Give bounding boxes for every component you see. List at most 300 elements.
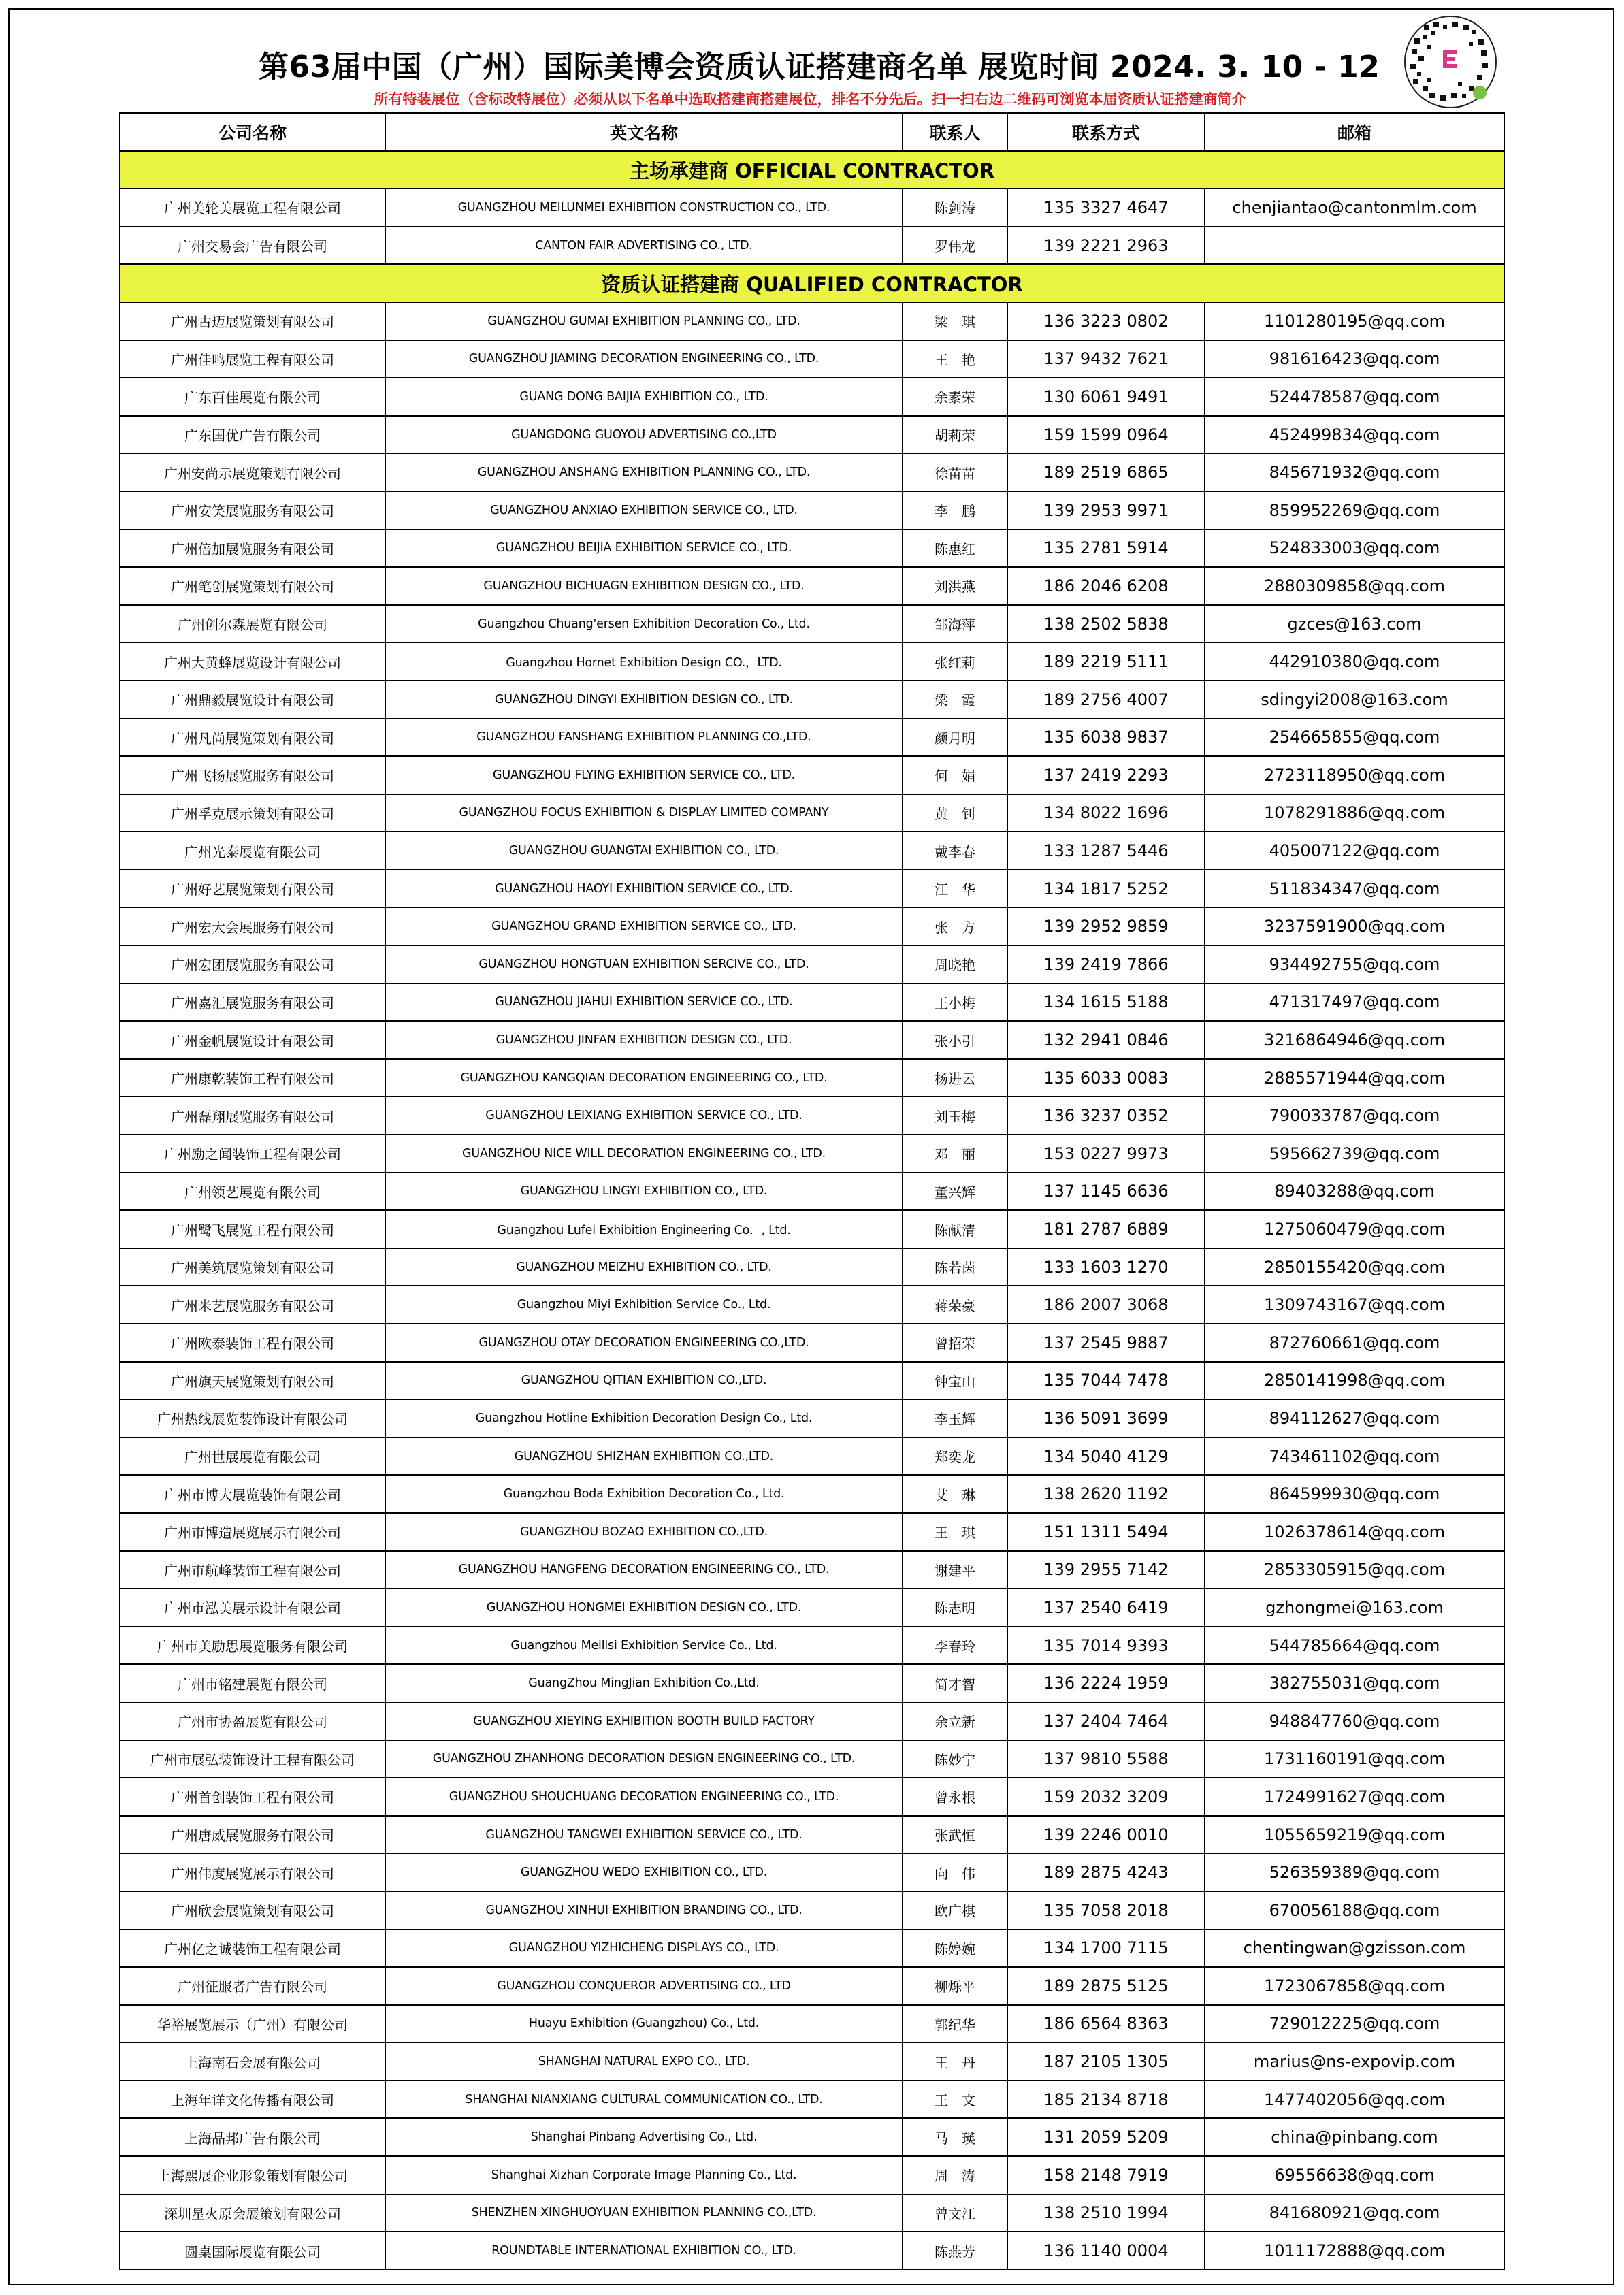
email-cell[interactable]: 2880309858@qq.com bbox=[1205, 567, 1504, 605]
contact-person-cell: 王 文 bbox=[903, 2081, 1007, 2119]
email-cell[interactable]: 1101280195@qq.com bbox=[1205, 302, 1504, 340]
email-cell[interactable]: 948847760@qq.com bbox=[1205, 1702, 1504, 1740]
email-cell[interactable]: 1723067858@qq.com bbox=[1205, 1967, 1504, 2005]
table-body bbox=[120, 151, 1504, 2270]
table-row bbox=[120, 340, 1504, 378]
company-cn-cell: 广州市协盈展览有限公司 bbox=[120, 1702, 385, 1740]
contact-person-cell: 杨进云 bbox=[903, 1059, 1007, 1097]
email-cell[interactable]: 845671932@qq.com bbox=[1205, 453, 1504, 491]
email-cell[interactable]: china@pinbang.com bbox=[1205, 2118, 1504, 2156]
contractor-table bbox=[119, 112, 1505, 2270]
company-en-cell: GUANGZHOU JIAHUI EXHIBITION SERVICE CO., LTD. bbox=[385, 983, 903, 1022]
contact-phone-cell: 139 2952 9859 bbox=[1007, 907, 1205, 945]
company-cn-cell: 广州市美励思展览服务有限公司 bbox=[120, 1627, 385, 1665]
contact-phone-cell: 137 9432 7621 bbox=[1007, 340, 1205, 378]
table-row bbox=[120, 2156, 1504, 2194]
company-cn-cell: 广州金帆展览设计有限公司 bbox=[120, 1021, 385, 1059]
email-cell[interactable]: 2723118950@qq.com bbox=[1205, 756, 1504, 794]
contact-phone-cell: 135 2781 5914 bbox=[1007, 530, 1205, 568]
company-en-cell: CANTON FAIR ADVERTISING CO., LTD. bbox=[385, 227, 903, 265]
company-cn-cell: 广州唐威展览服务有限公司 bbox=[120, 1816, 385, 1854]
table-row bbox=[120, 2194, 1504, 2232]
table-row bbox=[120, 416, 1504, 454]
contact-person-cell: 曾永根 bbox=[903, 1778, 1007, 1816]
company-cn-cell: 广州首创装饰工程有限公司 bbox=[120, 1778, 385, 1816]
company-en-cell: GUANGZHOU BEIJIA EXHIBITION SERVICE CO., LTD. bbox=[385, 530, 903, 568]
company-cn-cell: 广州嘉汇展览服务有限公司 bbox=[120, 983, 385, 1022]
email-cell[interactable]: 471317497@qq.com bbox=[1205, 983, 1504, 1022]
company-en-cell: GUANGZHOU YIZHICHENG DISPLAYS CO., LTD. bbox=[385, 1930, 903, 1968]
company-en-cell: GUANGZHOU HONGMEI EXHIBITION DESIGN CO., LTD. bbox=[385, 1589, 903, 1627]
company-cn-cell: 圆桌国际展览有限公司 bbox=[120, 2232, 385, 2270]
contact-person-cell: 陈献清 bbox=[903, 1210, 1007, 1248]
company-en-cell: ROUNDTABLE INTERNATIONAL EXHIBITION CO., LTD. bbox=[385, 2232, 903, 2270]
company-en-cell: GUANGZHOU XIEYING EXHIBITION BOOTH BUILD FACTORY bbox=[385, 1702, 903, 1740]
company-cn-cell: 华裕展览展示（广州）有限公司 bbox=[120, 2005, 385, 2043]
email-cell[interactable]: 743461102@qq.com bbox=[1205, 1437, 1504, 1476]
table-row bbox=[120, 491, 1504, 530]
email-cell[interactable]: 729012225@qq.com bbox=[1205, 2005, 1504, 2043]
email-cell[interactable]: 595662739@qq.com bbox=[1205, 1135, 1504, 1173]
contact-person-cell: 欧广棋 bbox=[903, 1891, 1007, 1930]
email-cell[interactable]: gzhongmei@163.com bbox=[1205, 1589, 1504, 1627]
contact-phone-cell: 139 2221 2963 bbox=[1007, 227, 1205, 265]
contact-phone-cell: 137 2540 6419 bbox=[1007, 1589, 1205, 1627]
company-en-cell: GUANGZHOU LINGYI EXHIBITION CO., LTD. bbox=[385, 1173, 903, 1211]
contact-person-cell: 李玉辉 bbox=[903, 1399, 1007, 1437]
table-row bbox=[120, 1021, 1504, 1059]
contact-person-cell: 李春玲 bbox=[903, 1627, 1007, 1665]
company-en-cell: GUANGZHOU MEIZHU EXHIBITION CO., LTD. bbox=[385, 1248, 903, 1286]
company-cn-cell: 广州旗天展览策划有限公司 bbox=[120, 1362, 385, 1400]
contact-phone-cell: 134 5040 4129 bbox=[1007, 1437, 1205, 1476]
table-row bbox=[120, 1967, 1504, 2005]
email-cell[interactable]: 524478587@qq.com bbox=[1205, 378, 1504, 416]
company-cn-cell: 广州市博大展览装饰有限公司 bbox=[120, 1475, 385, 1513]
contact-phone-cell: 151 1311 5494 bbox=[1007, 1513, 1205, 1551]
contact-person-cell: 陈燕芳 bbox=[903, 2232, 1007, 2270]
table-row bbox=[120, 2232, 1504, 2270]
contact-phone-cell: 139 2953 9971 bbox=[1007, 491, 1205, 530]
company-en-cell: GUANGZHOU TANGWEI EXHIBITION SERVICE CO., LTD. bbox=[385, 1816, 903, 1854]
company-en-cell: GUANGZHOU ANXIAO EXHIBITION SERVICE CO., LTD. bbox=[385, 491, 903, 530]
company-en-cell: Guangzhou Chuang'ersen Exhibition Decoration Co., Ltd. bbox=[385, 605, 903, 643]
table-row bbox=[120, 2042, 1504, 2081]
email-cell[interactable]: 452499834@qq.com bbox=[1205, 416, 1504, 454]
contact-phone-cell: 189 2875 4243 bbox=[1007, 1853, 1205, 1891]
header-company-cn: 公司名称 bbox=[120, 113, 385, 151]
contact-person-cell: 陈志明 bbox=[903, 1589, 1007, 1627]
contact-person-cell: 周 涛 bbox=[903, 2156, 1007, 2194]
email-cell[interactable]: marius@ns-expovip.com bbox=[1205, 2042, 1504, 2081]
company-cn-cell: 广州磊翔展览服务有限公司 bbox=[120, 1096, 385, 1135]
email-cell[interactable]: 859952269@qq.com bbox=[1205, 491, 1504, 530]
table-row bbox=[120, 1930, 1504, 1968]
company-cn-cell: 广州安尚示展览策划有限公司 bbox=[120, 453, 385, 491]
contact-person-cell: 黄 钊 bbox=[903, 794, 1007, 832]
table-row bbox=[120, 1816, 1504, 1854]
company-cn-cell: 广州市博造展览展示有限公司 bbox=[120, 1513, 385, 1551]
contact-phone-cell: 139 2246 0010 bbox=[1007, 1816, 1205, 1854]
email-cell[interactable]: 526359389@qq.com bbox=[1205, 1853, 1504, 1891]
email-cell[interactable]: 670056188@qq.com bbox=[1205, 1891, 1504, 1930]
contact-person-cell: 颜月明 bbox=[903, 719, 1007, 757]
header-company-en: 英文名称 bbox=[385, 113, 903, 151]
company-en-cell: GUANGZHOU JINFAN EXHIBITION DESIGN CO., LTD. bbox=[385, 1021, 903, 1059]
contact-phone-cell: 181 2787 6889 bbox=[1007, 1210, 1205, 1248]
email-cell[interactable]: 382755031@qq.com bbox=[1205, 1664, 1504, 1702]
contact-person-cell: 梁 琪 bbox=[903, 302, 1007, 340]
contact-person-cell: 刘洪燕 bbox=[903, 567, 1007, 605]
email-cell[interactable]: 981616423@qq.com bbox=[1205, 340, 1504, 378]
header-row bbox=[120, 113, 1504, 151]
contact-person-cell: 王 艳 bbox=[903, 340, 1007, 378]
contact-person-cell: 刘玉梅 bbox=[903, 1096, 1007, 1135]
table-row bbox=[120, 2081, 1504, 2119]
email-cell[interactable]: chenjiantao@cantonmlm.com bbox=[1205, 189, 1504, 227]
contact-phone-cell: 186 6564 8363 bbox=[1007, 2005, 1205, 2043]
email-cell[interactable]: 1724991627@qq.com bbox=[1205, 1778, 1504, 1816]
company-en-cell: GUANGZHOU MEILUNMEI EXHIBITION CONSTRUCTION CO., LTD. bbox=[385, 189, 903, 227]
email-cell[interactable]: 790033787@qq.com bbox=[1205, 1096, 1504, 1135]
company-en-cell: Guangzhou Boda Exhibition Decoration Co., Ltd. bbox=[385, 1475, 903, 1513]
contact-person-cell: 徐苗苗 bbox=[903, 453, 1007, 491]
company-en-cell: GUANGZHOU OTAY DECORATION ENGINEERING CO.,LTD. bbox=[385, 1324, 903, 1362]
email-cell[interactable]: sdingyi2008@163.com bbox=[1205, 681, 1504, 719]
company-cn-cell: 广州凡尚展览策划有限公司 bbox=[120, 719, 385, 757]
contact-person-cell: 江 华 bbox=[903, 870, 1007, 908]
company-cn-cell: 上海品邦广告有限公司 bbox=[120, 2118, 385, 2156]
company-cn-cell: 广州市展弘装饰设计工程有限公司 bbox=[120, 1740, 385, 1778]
contact-phone-cell: 139 2419 7866 bbox=[1007, 945, 1205, 983]
contact-phone-cell: 131 2059 5209 bbox=[1007, 2118, 1205, 2156]
company-cn-cell: 广州美轮美展览工程有限公司 bbox=[120, 189, 385, 227]
company-cn-cell: 广州交易会广告有限公司 bbox=[120, 227, 385, 265]
table-row bbox=[120, 1891, 1504, 1930]
email-cell[interactable]: 254665855@qq.com bbox=[1205, 719, 1504, 757]
email-cell[interactable]: gzces@163.com bbox=[1205, 605, 1504, 643]
table-row bbox=[120, 719, 1504, 757]
company-cn-cell: 广州好艺展览策划有限公司 bbox=[120, 870, 385, 908]
company-cn-cell: 广州热线展览装饰设计有限公司 bbox=[120, 1399, 385, 1437]
contact-phone-cell: 139 2955 7142 bbox=[1007, 1551, 1205, 1589]
company-cn-cell: 广东百佳展览有限公司 bbox=[120, 378, 385, 416]
company-en-cell: GUANGZHOU DINGYI EXHIBITION DESIGN CO., LTD. bbox=[385, 681, 903, 719]
table-row bbox=[120, 1740, 1504, 1778]
email-cell[interactable] bbox=[1205, 227, 1504, 265]
table-row bbox=[120, 1324, 1504, 1362]
table-row bbox=[120, 983, 1504, 1022]
company-cn-cell: 广州笔创展览策划有限公司 bbox=[120, 567, 385, 605]
table-row bbox=[120, 1135, 1504, 1173]
contact-person-cell: 简才智 bbox=[903, 1664, 1007, 1702]
contact-person-cell: 曾文江 bbox=[903, 2194, 1007, 2232]
email-cell[interactable]: 1078291886@qq.com bbox=[1205, 794, 1504, 832]
company-en-cell: GUANGZHOU NICE WILL DECORATION ENGINEERING CO., LTD. bbox=[385, 1135, 903, 1173]
email-cell[interactable]: 872760661@qq.com bbox=[1205, 1324, 1504, 1362]
contact-phone-cell: 138 2510 1994 bbox=[1007, 2194, 1205, 2232]
contact-phone-cell: 153 0227 9973 bbox=[1007, 1135, 1205, 1173]
company-en-cell: GUANGZHOU JIAMING DECORATION ENGINEERING CO., LTD. bbox=[385, 340, 903, 378]
email-cell[interactable]: 405007122@qq.com bbox=[1205, 832, 1504, 870]
company-en-cell: GUANGZHOU SHOUCHUANG DECORATION ENGINEERING CO., LTD. bbox=[385, 1778, 903, 1816]
contact-phone-cell: 187 2105 1305 bbox=[1007, 2042, 1205, 2081]
contact-person-cell: 柳烁平 bbox=[903, 1967, 1007, 2005]
table-row bbox=[120, 1173, 1504, 1211]
contact-person-cell: 罗伟龙 bbox=[903, 227, 1007, 265]
contact-person-cell: 陈剑涛 bbox=[903, 189, 1007, 227]
contact-phone-cell: 137 2545 9887 bbox=[1007, 1324, 1205, 1362]
contact-phone-cell: 133 1287 5446 bbox=[1007, 832, 1205, 870]
email-cell[interactable]: 934492755@qq.com bbox=[1205, 945, 1504, 983]
company-en-cell: Guangzhou Miyi Exhibition Service Co., Ltd. bbox=[385, 1286, 903, 1324]
section-title: 主场承建商 OFFICIAL CONTRACTOR bbox=[120, 151, 1504, 189]
company-en-cell: GUANGZHOU HAOYI EXHIBITION SERVICE CO., LTD. bbox=[385, 870, 903, 908]
table-row bbox=[120, 642, 1504, 681]
table-row bbox=[120, 1513, 1504, 1551]
company-en-cell: Shanghai Xizhan Corporate Image Planning Co., Ltd. bbox=[385, 2156, 903, 2194]
company-en-cell: GUANGZHOU SHIZHAN EXHIBITION CO.,LTD. bbox=[385, 1437, 903, 1476]
table-row bbox=[120, 1286, 1504, 1324]
company-en-cell: Shanghai Pinbang Advertising Co., Ltd. bbox=[385, 2118, 903, 2156]
table-row bbox=[120, 302, 1504, 340]
company-en-cell: GUANG DONG BAIJIA EXHIBITION CO., LTD. bbox=[385, 378, 903, 416]
contact-phone-cell: 137 2404 7464 bbox=[1007, 1702, 1205, 1740]
contact-phone-cell: 132 2941 0846 bbox=[1007, 1021, 1205, 1059]
contact-person-cell: 周晓艳 bbox=[903, 945, 1007, 983]
contact-phone-cell: 134 1817 5252 bbox=[1007, 870, 1205, 908]
company-cn-cell: 广州古迈展览策划有限公司 bbox=[120, 302, 385, 340]
company-cn-cell: 上海熙展企业形象策划有限公司 bbox=[120, 2156, 385, 2194]
company-cn-cell: 广州光泰展览有限公司 bbox=[120, 832, 385, 870]
company-cn-cell: 广州领艺展览有限公司 bbox=[120, 1173, 385, 1211]
company-en-cell: Guangzhou Hornet Exhibition Design CO.，LTD. bbox=[385, 642, 903, 681]
company-en-cell: GUANGZHOU GRAND EXHIBITION SERVICE CO., LTD. bbox=[385, 907, 903, 945]
company-en-cell: GUANGDONG GUOYOU ADVERTISING CO.,LTD bbox=[385, 416, 903, 454]
contact-person-cell: 张红莉 bbox=[903, 642, 1007, 681]
email-cell[interactable]: 864599930@qq.com bbox=[1205, 1475, 1504, 1513]
email-cell[interactable]: 544785664@qq.com bbox=[1205, 1627, 1504, 1665]
table-row bbox=[120, 605, 1504, 643]
contact-phone-cell: 136 1140 0004 bbox=[1007, 2232, 1205, 2270]
email-cell[interactable]: 3237591900@qq.com bbox=[1205, 907, 1504, 945]
company-cn-cell: 广州伟度展览展示有限公司 bbox=[120, 1853, 385, 1891]
company-en-cell: GUANGZHOU XINHUI EXHIBITION BRANDING CO., LTD. bbox=[385, 1891, 903, 1930]
table-row bbox=[120, 907, 1504, 945]
contact-phone-cell: 158 2148 7919 bbox=[1007, 2156, 1205, 2194]
company-cn-cell: 广州世展展览有限公司 bbox=[120, 1437, 385, 1476]
contact-person-cell: 邹海萍 bbox=[903, 605, 1007, 643]
contact-phone-cell: 189 2875 5125 bbox=[1007, 1967, 1205, 2005]
company-cn-cell: 广州欧泰装饰工程有限公司 bbox=[120, 1324, 385, 1362]
contact-phone-cell: 189 2756 4007 bbox=[1007, 681, 1205, 719]
company-cn-cell: 广州鹭飞展览工程有限公司 bbox=[120, 1210, 385, 1248]
contact-phone-cell: 135 7044 7478 bbox=[1007, 1362, 1205, 1400]
contact-phone-cell: 137 9810 5588 bbox=[1007, 1740, 1205, 1778]
company-en-cell: GuangZhou MingJian Exhibition Co.,Ltd. bbox=[385, 1664, 903, 1702]
company-cn-cell: 广州市航峰装饰工程有限公司 bbox=[120, 1551, 385, 1589]
company-cn-cell: 广州飞扬展览服务有限公司 bbox=[120, 756, 385, 794]
company-en-cell: GUANGZHOU BOZAO EXHIBITION CO.,LTD. bbox=[385, 1513, 903, 1551]
section-header-row bbox=[120, 151, 1504, 189]
table-row bbox=[120, 870, 1504, 908]
qr-code-icon[interactable] bbox=[1403, 15, 1497, 109]
email-cell[interactable]: 442910380@qq.com bbox=[1205, 642, 1504, 681]
company-cn-cell: 上海南石会展有限公司 bbox=[120, 2042, 385, 2081]
section-title: 资质认证搭建商 QUALIFIED CONTRACTOR bbox=[120, 264, 1504, 302]
company-en-cell: GUANGZHOU HONGTUAN EXHIBITION SERCIVE CO., LTD. bbox=[385, 945, 903, 983]
contact-person-cell: 余立新 bbox=[903, 1702, 1007, 1740]
company-cn-cell: 广州宏团展览服务有限公司 bbox=[120, 945, 385, 983]
company-cn-cell: 深圳星火原会展策划有限公司 bbox=[120, 2194, 385, 2232]
company-cn-cell: 广州米艺展览服务有限公司 bbox=[120, 1286, 385, 1324]
contact-phone-cell: 130 6061 9491 bbox=[1007, 378, 1205, 416]
company-en-cell: GUANGZHOU BICHUAGN EXHIBITION DESIGN CO., LTD. bbox=[385, 567, 903, 605]
email-cell[interactable]: 1477402056@qq.com bbox=[1205, 2081, 1504, 2119]
contact-phone-cell: 134 1700 7115 bbox=[1007, 1930, 1205, 1968]
table-row bbox=[120, 832, 1504, 870]
email-cell[interactable]: 524833003@qq.com bbox=[1205, 530, 1504, 568]
header-email: 邮箱 bbox=[1205, 113, 1504, 151]
email-cell[interactable]: 2853305915@qq.com bbox=[1205, 1551, 1504, 1589]
contact-phone-cell: 186 2046 6208 bbox=[1007, 567, 1205, 605]
header-contact-phone: 联系方式 bbox=[1007, 113, 1205, 151]
email-cell[interactable]: 69556638@qq.com bbox=[1205, 2156, 1504, 2194]
contact-person-cell: 陈惠红 bbox=[903, 530, 1007, 568]
company-cn-cell: 上海年详文化传播有限公司 bbox=[120, 2081, 385, 2119]
email-cell[interactable]: 841680921@qq.com bbox=[1205, 2194, 1504, 2232]
contact-phone-cell: 159 1599 0964 bbox=[1007, 416, 1205, 454]
email-cell[interactable]: 89403288@qq.com bbox=[1205, 1173, 1504, 1211]
contact-person-cell: 余素荣 bbox=[903, 378, 1007, 416]
company-cn-cell: 广州倍加展览服务有限公司 bbox=[120, 530, 385, 568]
section-header-row bbox=[120, 264, 1504, 302]
table-row bbox=[120, 2118, 1504, 2156]
table-row bbox=[120, 378, 1504, 416]
company-cn-cell: 广州创尔森展览有限公司 bbox=[120, 605, 385, 643]
contact-person-cell: 胡莉荣 bbox=[903, 416, 1007, 454]
page-title: 第63届中国（广州）国际美博会资质认证搭建商名单 展览时间 2024. 3. 10 - 12 bbox=[259, 50, 1380, 84]
company-en-cell: GUANGZHOU CONQUEROR ADVERTISING CO., LTD bbox=[385, 1967, 903, 2005]
table-row bbox=[120, 530, 1504, 568]
contact-person-cell: 郑奕龙 bbox=[903, 1437, 1007, 1476]
contact-phone-cell: 136 2224 1959 bbox=[1007, 1664, 1205, 1702]
contact-phone-cell: 135 7058 2018 bbox=[1007, 1891, 1205, 1930]
email-cell[interactable]: 2885571944@qq.com bbox=[1205, 1059, 1504, 1097]
contact-person-cell: 戴李春 bbox=[903, 832, 1007, 870]
table-row bbox=[120, 945, 1504, 983]
contact-person-cell: 邓 丽 bbox=[903, 1135, 1007, 1173]
table-row bbox=[120, 1437, 1504, 1476]
company-cn-cell: 广州大黄蜂展览设计有限公司 bbox=[120, 642, 385, 681]
table-row bbox=[120, 227, 1504, 265]
contact-phone-cell: 138 2620 1192 bbox=[1007, 1475, 1205, 1513]
email-cell[interactable]: 511834347@qq.com bbox=[1205, 870, 1504, 908]
table-row bbox=[120, 1778, 1504, 1816]
email-cell[interactable]: 1026378614@qq.com bbox=[1205, 1513, 1504, 1551]
contact-phone-cell: 134 1615 5188 bbox=[1007, 983, 1205, 1022]
company-en-cell: GUANGZHOU KANGQIAN DECORATION ENGINEERING CO., LTD. bbox=[385, 1059, 903, 1097]
contact-person-cell: 蒋荣豪 bbox=[903, 1286, 1007, 1324]
company-cn-cell: 广州佳鸣展览工程有限公司 bbox=[120, 340, 385, 378]
company-cn-cell: 广州市铭建展览有限公司 bbox=[120, 1664, 385, 1702]
contact-person-cell: 向 伟 bbox=[903, 1853, 1007, 1891]
table-row bbox=[120, 189, 1504, 227]
contact-phone-cell: 135 6038 9837 bbox=[1007, 719, 1205, 757]
company-cn-cell: 广东国优广告有限公司 bbox=[120, 416, 385, 454]
table-row bbox=[120, 1210, 1504, 1248]
company-cn-cell: 广州市泓美展示设计有限公司 bbox=[120, 1589, 385, 1627]
table-row bbox=[120, 2005, 1504, 2043]
contact-person-cell: 梁 霞 bbox=[903, 681, 1007, 719]
table-row bbox=[120, 1399, 1504, 1437]
company-en-cell: GUANGZHOU FANSHANG EXHIBITION PLANNING CO.,LTD. bbox=[385, 719, 903, 757]
contact-phone-cell: 136 3237 0352 bbox=[1007, 1096, 1205, 1135]
company-cn-cell: 广州孚克展示策划有限公司 bbox=[120, 794, 385, 832]
table-row bbox=[120, 1702, 1504, 1740]
contact-phone-cell: 135 6033 0083 bbox=[1007, 1059, 1205, 1097]
company-en-cell: GUANGZHOU QITIAN EXHIBITION CO.,LTD. bbox=[385, 1362, 903, 1400]
email-cell[interactable]: 894112627@qq.com bbox=[1205, 1399, 1504, 1437]
company-en-cell: GUANGZHOU FLYING EXHIBITION SERVICE CO., LTD. bbox=[385, 756, 903, 794]
contact-phone-cell: 133 1603 1270 bbox=[1007, 1248, 1205, 1286]
contact-person-cell: 张 方 bbox=[903, 907, 1007, 945]
contact-person-cell: 王 琪 bbox=[903, 1513, 1007, 1551]
contact-person-cell: 谢建平 bbox=[903, 1551, 1007, 1589]
contact-phone-cell: 137 2419 2293 bbox=[1007, 756, 1205, 794]
contact-person-cell: 郭纪华 bbox=[903, 2005, 1007, 2043]
contact-person-cell: 张小引 bbox=[903, 1021, 1007, 1059]
table-row bbox=[120, 1096, 1504, 1135]
company-en-cell: GUANGZHOU WEDO EXHIBITION CO., LTD. bbox=[385, 1853, 903, 1891]
contact-person-cell: 陈婷婉 bbox=[903, 1930, 1007, 1968]
contact-person-cell: 马 瑛 bbox=[903, 2118, 1007, 2156]
company-cn-cell: 广州鼎毅展览设计有限公司 bbox=[120, 681, 385, 719]
contact-phone-cell: 136 3223 0802 bbox=[1007, 302, 1205, 340]
contact-phone-cell: 138 2502 5838 bbox=[1007, 605, 1205, 643]
company-cn-cell: 广州欣会展览策划有限公司 bbox=[120, 1891, 385, 1930]
company-en-cell: SHENZHEN XINGHUOYUAN EXHIBITION PLANNING CO.,LTD. bbox=[385, 2194, 903, 2232]
email-cell[interactable]: chentingwan@gzisson.com bbox=[1205, 1930, 1504, 1968]
contact-person-cell: 王 丹 bbox=[903, 2042, 1007, 2081]
email-cell[interactable]: 3216864946@qq.com bbox=[1205, 1021, 1504, 1059]
company-cn-cell: 广州励之闻装饰工程有限公司 bbox=[120, 1135, 385, 1173]
table-row bbox=[120, 1248, 1504, 1286]
email-cell[interactable]: 1055659219@qq.com bbox=[1205, 1816, 1504, 1854]
table-row bbox=[120, 1551, 1504, 1589]
table-row bbox=[120, 1059, 1504, 1097]
email-cell[interactable]: 2850141998@qq.com bbox=[1205, 1362, 1504, 1400]
contact-phone-cell: 189 2219 5111 bbox=[1007, 642, 1205, 681]
contact-phone-cell: 136 5091 3699 bbox=[1007, 1399, 1205, 1437]
email-cell[interactable]: 2850155420@qq.com bbox=[1205, 1248, 1504, 1286]
company-en-cell: GUANGZHOU ZHANHONG DECORATION DESIGN ENGINEERING CO., LTD. bbox=[385, 1740, 903, 1778]
contact-person-cell: 陈妙宁 bbox=[903, 1740, 1007, 1778]
company-en-cell: GUANGZHOU FOCUS EXHIBITION & DISPLAY LIMITED COMPANY bbox=[385, 794, 903, 832]
email-cell[interactable]: 1011172888@qq.com bbox=[1205, 2232, 1504, 2270]
email-cell[interactable]: 1731160191@qq.com bbox=[1205, 1740, 1504, 1778]
company-en-cell: Huayu Exhibition (Guangzhou) Co., Ltd. bbox=[385, 2005, 903, 2043]
email-cell[interactable]: 1275060479@qq.com bbox=[1205, 1210, 1504, 1248]
company-cn-cell: 广州征服者广告有限公司 bbox=[120, 1967, 385, 2005]
notice-text: 所有特装展位（含标改特展位）必须从以下名单中选取搭建商搭建展位，排名不分先后。扫一扫右边二维码可浏览本届资质认证搭建商简介 bbox=[374, 91, 1246, 108]
company-en-cell: Guangzhou Hotline Exhibition Decoration Design Co., Ltd. bbox=[385, 1399, 903, 1437]
company-en-cell: Guangzhou Lufei Exhibition Engineering Co．, Ltd. bbox=[385, 1210, 903, 1248]
company-en-cell: GUANGZHOU GUMAI EXHIBITION PLANNING CO., LTD. bbox=[385, 302, 903, 340]
email-cell[interactable]: 1309743167@qq.com bbox=[1205, 1286, 1504, 1324]
contact-person-cell: 张武恒 bbox=[903, 1816, 1007, 1854]
company-en-cell: Guangzhou Meilisi Exhibition Service Co., Ltd. bbox=[385, 1627, 903, 1665]
